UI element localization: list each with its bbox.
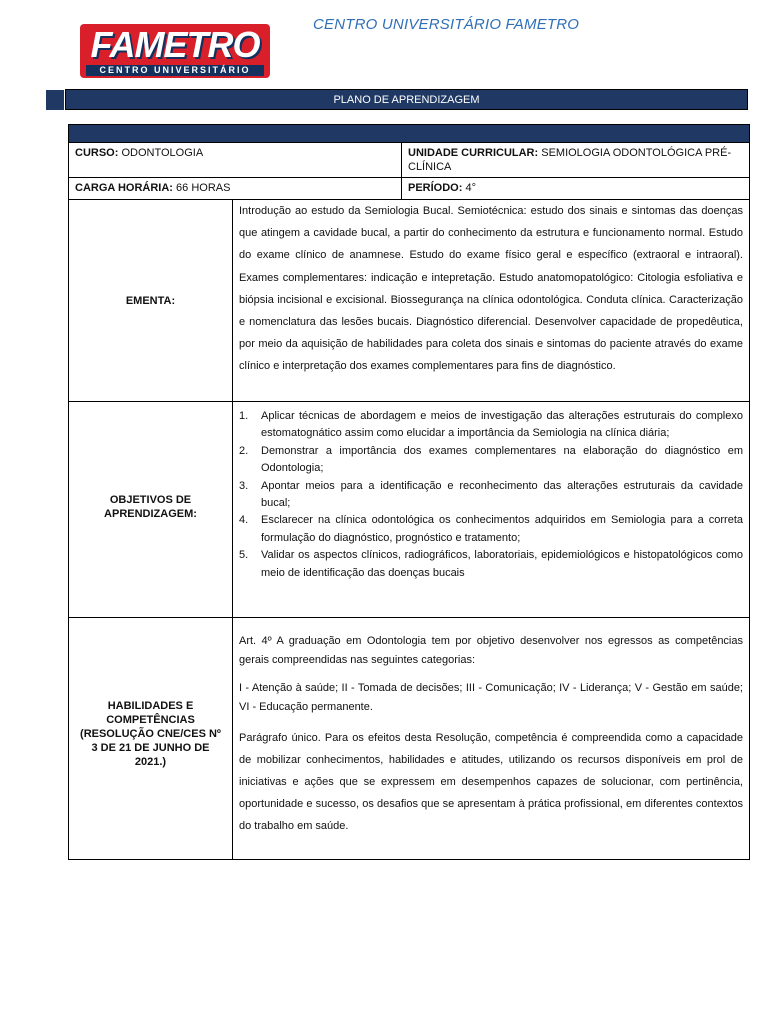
- habilidades-paragraph-2: I - Atenção à saúde; II - Tomada de decisões; III - Comunicação; IV - Liderança; V - Gestão em saúde; VI - Educação permanente.: [239, 682, 743, 713]
- item-number: 3.: [239, 479, 249, 492]
- habilidades-paragraph-1: Art. 4º A graduação em Odontologia tem por objetivo desenvolver nos egressos as competências gerais compreendidas nas seguintes categorias:: [239, 635, 743, 666]
- row-carga: [69, 178, 749, 200]
- carga-cell: [69, 178, 401, 199]
- ementa-text: Introdução ao estudo da Semiologia Bucal. Semiotécnica: estudo dos sinais e sintomas das doenças que atingem a cavidade bucal, a partir do conhecimento da estrutura e funcionamento normal. Estudo do exame clínico de anamnese. Estudo do exame físico geral e específico (extraoral e intraoral). Exames complementares: indicação e intepretação. Estudo anatomopatológico: Citologia esfoliativa e biópsia incisional e excisional. Biossegurança na clínica odontológica. Conduta clínica. Caracterização e nomenclatura das lesões bucais. Diagnóstico diferencial. Desenvolver capacidade de propedêutica, por meio da aquisição de habilidades para coleta dos sinais e sintomas do paciente através do exame clínico e interpretação dos exames complementares para fins de diagnóstico.: [232, 200, 749, 401]
- plan-title-bar: PLANO DE APRENDIZAGEM: [65, 89, 748, 110]
- periodo-cell: [401, 178, 749, 199]
- unidade-cell: [401, 143, 749, 177]
- list-item: [239, 478, 743, 513]
- habilidades-paragraph-3: Parágrafo único. Para os efeitos desta Resolução, competência é compreendida como a capacidade de mobilizar conhecimentos, habilidades e atitudes, utilizando os recursos disponíveis em prol de iniciativas e ações que se expressem em desempenhos capazes de solucionar, com pertinência, oportunidade e sucesso, os desafios que se apresentam à prática profissional, em diferentes contextos do trabalho em saúde.: [239, 732, 743, 832]
- row-objetivos: [69, 402, 749, 618]
- curso-label: CURSO:: [75, 147, 119, 159]
- curso-value: ODONTOLOGIA: [121, 147, 204, 159]
- periodo-value: 4°: [465, 182, 476, 194]
- list-item: [239, 443, 743, 478]
- item-text: Demonstrar a importância dos exames complementares na elaboração do diagnóstico em Odontologia;: [261, 444, 743, 475]
- objetivos-content: [232, 402, 749, 617]
- logo-wordmark: FAMETRO: [90, 24, 260, 65]
- table-header-band: [69, 125, 749, 143]
- list-item: [239, 408, 743, 443]
- logo-subtitle: CENTRO UNIVERSITÁRIO: [86, 65, 264, 76]
- objetivos-label: OBJETIVOS DE APRENDIZAGEM:: [104, 494, 197, 520]
- habilidades-content: [232, 618, 749, 859]
- item-text: Apontar meios para a identificação e reconhecimento das alterações estruturais da cavidade bucal;: [261, 479, 743, 510]
- plan-bar-accent: [46, 90, 64, 110]
- habilidades-label: HABILIDADES E COMPETÊNCIAS (RESOLUÇÃO CNE/CES Nº 3 DE 21 DE JUNHO DE 2021.): [80, 699, 221, 768]
- item-number: 5.: [239, 549, 249, 562]
- carga-label: CARGA HORÁRIA:: [75, 182, 173, 194]
- item-number: 1.: [239, 410, 249, 422]
- ementa-label: EMENTA:: [125, 294, 176, 307]
- periodo-label: PERÍODO:: [408, 182, 463, 194]
- item-number: 2.: [239, 444, 249, 457]
- carga-value: 66 HORAS: [176, 182, 231, 194]
- item-text: Esclarecer na clínica odontológica os conhecimentos adquiridos em Semiologia para a correta formulação do diagnóstico, prognóstico e tratamento;: [261, 514, 743, 544]
- objetivos-list: [239, 402, 743, 582]
- item-number: 4.: [239, 514, 249, 527]
- row-habilidades: [69, 618, 749, 859]
- item-text: Aplicar técnicas de abordagem e meios de investigação das alterações estruturais do complexo estomatognático assim como elucidar a importância da Semiologia na clínica diária;: [261, 410, 743, 440]
- item-text: Validar os aspectos clínicos, radiográficos, laboratoriais, epidemiológicos e histopatológicos como meio de identificação das doenças bucais: [261, 549, 743, 579]
- fametro-logo: [80, 24, 270, 78]
- list-item: [239, 512, 743, 547]
- row-curso: [69, 143, 749, 178]
- plan-table: [68, 124, 750, 860]
- institution-title: CENTRO UNIVERSITÁRIO FAMETRO: [313, 16, 580, 33]
- curso-cell: [69, 143, 401, 177]
- row-ementa: [69, 200, 749, 402]
- unidade-value: SEMIOLOGIA ODONTOLÓGICA PRÉ-CLÍNICA: [408, 147, 732, 173]
- list-item: [239, 547, 743, 582]
- unidade-label: UNIDADE CURRICULAR:: [408, 147, 539, 159]
